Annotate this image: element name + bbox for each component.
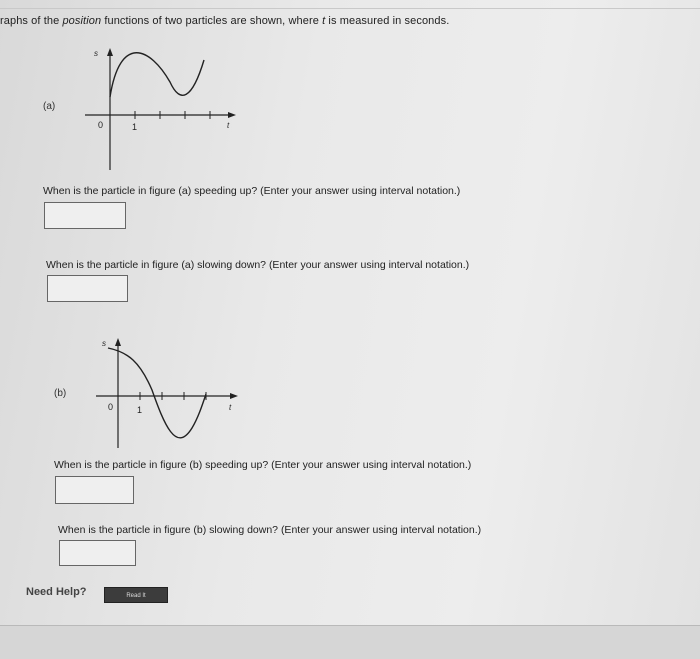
- question-a-speeding: When is the particle in figure (a) speeding up? (Enter your answer using interval notation.): [43, 185, 461, 197]
- figure-b-s-arrow: [115, 338, 121, 346]
- figure-a-t-label: t: [227, 121, 230, 130]
- figure-a-tick-0: 0: [98, 120, 104, 130]
- problem-intro: raphs of the position functions of two particles are shown, where t is measured in seconds.: [0, 15, 450, 27]
- answer-a-speeding-input[interactable]: [44, 202, 126, 229]
- figure-b-curve: [108, 348, 206, 438]
- figure-a-s-arrow: [107, 48, 113, 56]
- figure-b-label: (b): [54, 388, 67, 399]
- figure-b-tick-0: 0: [108, 402, 114, 412]
- figure-b-graph: [88, 332, 248, 452]
- figure-a-t-arrow: [228, 112, 236, 118]
- question-b-slowing: When is the particle in figure (b) slowing down? (Enter your answer using interval notation.): [58, 524, 482, 536]
- answer-b-slowing-input[interactable]: [59, 540, 136, 566]
- figure-a-curve: [110, 53, 204, 97]
- need-help-label: Need Help?: [26, 586, 87, 598]
- answer-a-slowing-input[interactable]: [47, 275, 128, 302]
- answer-b-speeding-input[interactable]: [55, 476, 134, 504]
- figure-a-tick-1: 1: [132, 122, 138, 132]
- figure-a-s-label: s: [94, 49, 98, 58]
- read-it-button[interactable]: Read It: [104, 587, 168, 603]
- figure-b-t-label: t: [229, 403, 232, 412]
- question-b-speeding: When is the particle in figure (b) speeding up? (Enter your answer using interval notation.): [54, 459, 472, 471]
- figure-a-graph: [80, 42, 250, 172]
- question-a-slowing: When is the particle in figure (a) slowing down? (Enter your answer using interval notation.): [46, 259, 470, 271]
- figure-b-s-label: s: [102, 339, 106, 348]
- bottom-band: [0, 625, 700, 659]
- top-divider: [0, 8, 700, 9]
- figure-b-t-arrow: [230, 393, 238, 399]
- figure-b-tick-1: 1: [137, 405, 143, 415]
- figure-a-label: (a): [43, 101, 56, 112]
